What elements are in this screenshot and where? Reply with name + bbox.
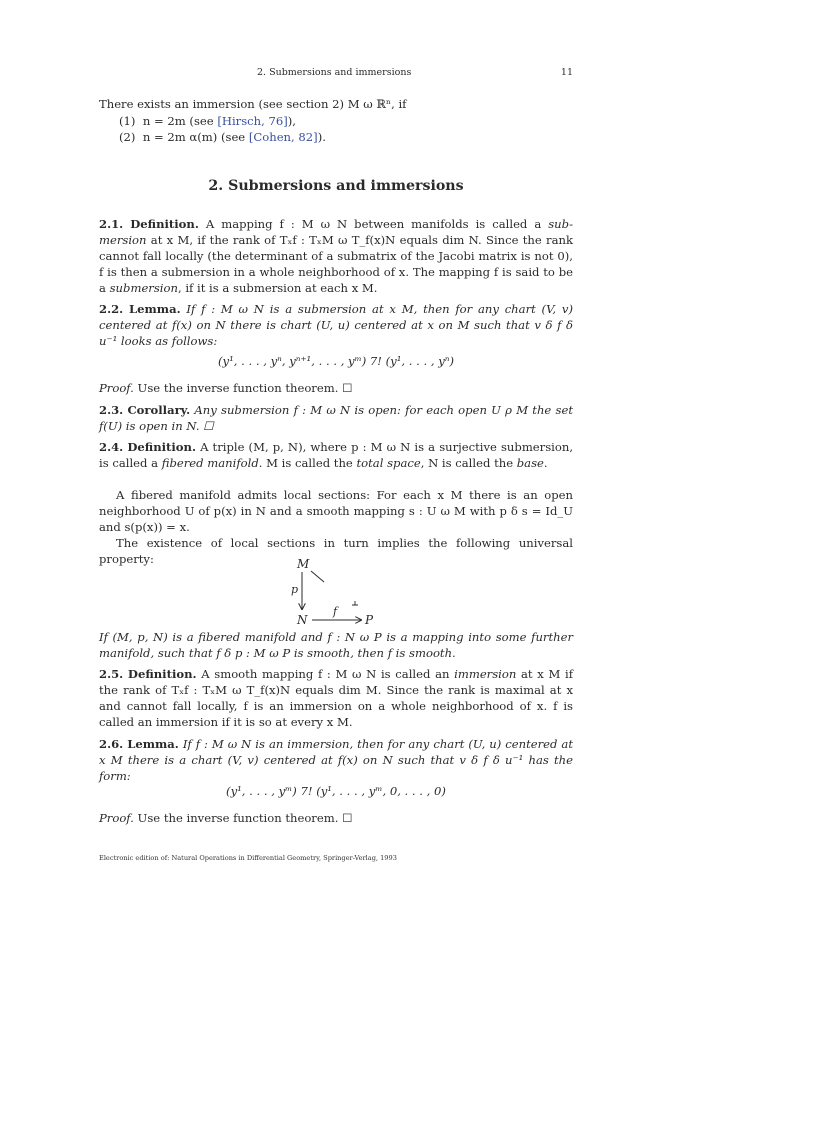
commutative-diagram bbox=[279, 553, 389, 631]
corollary-2-3: 2.3. Corollary. Any submersion f : M ω N is open: for each open U ρ M the set f(U) is open in N. ☐ bbox=[99, 403, 573, 434]
footer-edition-note: Electronic edition of: Natural Operations in Differential Geometry, Springer-Verlag, 1993 bbox=[99, 854, 397, 862]
proof-1: Proof. Use the inverse function theorem. ☐ bbox=[99, 381, 353, 395]
proof-2: Proof. Use the inverse function theorem. ☐ bbox=[99, 811, 353, 825]
section-title: 2. Submersions and immersions bbox=[208, 178, 464, 194]
lemma-2-2: 2.2. Lemma. If f : M ω N is a submersion at x M, then for any chart (V, v) centered at f(x) on N there is chart (U, u) centered at x on M such that v δ f δ u⁻¹ looks as follows: bbox=[99, 302, 573, 349]
diagram-node-top: M bbox=[297, 557, 310, 571]
diagram-dashed-arrow-tip bbox=[352, 601, 358, 605]
lemma-2-6-formula: (y¹, . . . , yᵐ) 7! (y¹, . . . , yᵐ, 0, . . . , 0) bbox=[226, 784, 446, 798]
lemma-2-6: 2.6. Lemma. If f : M ω N is an immersion, then for any chart (U, u) centered at x M there is a chart (V, v) centered at f(x) on N such that v δ f δ u⁻¹ has the form: bbox=[99, 737, 574, 784]
lemma-2-2-formula: (y¹, . . . , yⁿ, yⁿ⁺¹, . . . , yᵐ) 7! (y¹, . . . , yⁿ) bbox=[218, 354, 454, 368]
definition-2-1: 2.1. Definition. A mapping f : M ω N between manifolds is called a sub-mersion at x M, if the rank of Tₓf : TₓM ω T_f(x)N equals dim N. Since the rank cannot fall locally (the determinant of a submatrix of the Jacobi matrix is not 0), f is then a submersion in a whole neighborhood of x. The mapping f is said to be a submersion, if it is a submersion at each x M. bbox=[99, 217, 573, 296]
diagram-node-left: N bbox=[297, 613, 308, 627]
diagram-label-p: p bbox=[291, 583, 299, 596]
citation-link-hirsch[interactable]: [Hirsch, 76] bbox=[217, 114, 288, 128]
paragraph-universal-property: The existence of local sections in turn implies the following universal property: bbox=[99, 536, 573, 567]
intro-line: There exists an immersion (see section 2) M ω ℝⁿ, if bbox=[99, 97, 407, 111]
citation-link-cohen[interactable]: [Cohen, 82] bbox=[248, 130, 318, 144]
diagram-dashed-arrow-start bbox=[311, 571, 324, 582]
definition-2-5: 2.5. Definition. A smooth mapping f : M ω N is called an immersion at x M if the rank of Tₓf : TₓM ω T_f(x)N equals dim M. Since the rank is maximal at x and cannot fall locally, f is an immersion on a whole neighborhood of x. f is called an immersion if it is so at every x M. bbox=[99, 667, 573, 730]
universal-property-statement: If (M, p, N) is a fibered manifold and f : N ω P is a mapping into some further manifold, such that f δ p : M ω P is smooth, then f is smooth. bbox=[99, 630, 573, 661]
diagram-label-f: f bbox=[333, 605, 338, 618]
running-header bbox=[99, 67, 573, 81]
intro-item-2: (2) n = 2m α(m) (see [Cohen, 82]). bbox=[119, 130, 326, 144]
running-title: 2. Submersions and immersions bbox=[257, 67, 412, 78]
intro-item-1: (1) n = 2m (see [Hirsch, 76]), bbox=[119, 114, 296, 128]
page-number: 11 bbox=[560, 67, 573, 78]
diagram-node-right: P bbox=[365, 613, 374, 627]
paragraph-local-sections: A fibered manifold admits local sections: For each x M there is an open neighborhood U of p(x) in N and a smooth mapping s : U ω M with p δ s = Id_U and s(p(x)) = x. bbox=[99, 488, 573, 535]
definition-2-4: 2.4. Definition. A triple (M, p, N), where p : M ω N is a surjective submersion, is called a fibered manifold. M is called the total space, N is called the base. bbox=[99, 440, 574, 471]
